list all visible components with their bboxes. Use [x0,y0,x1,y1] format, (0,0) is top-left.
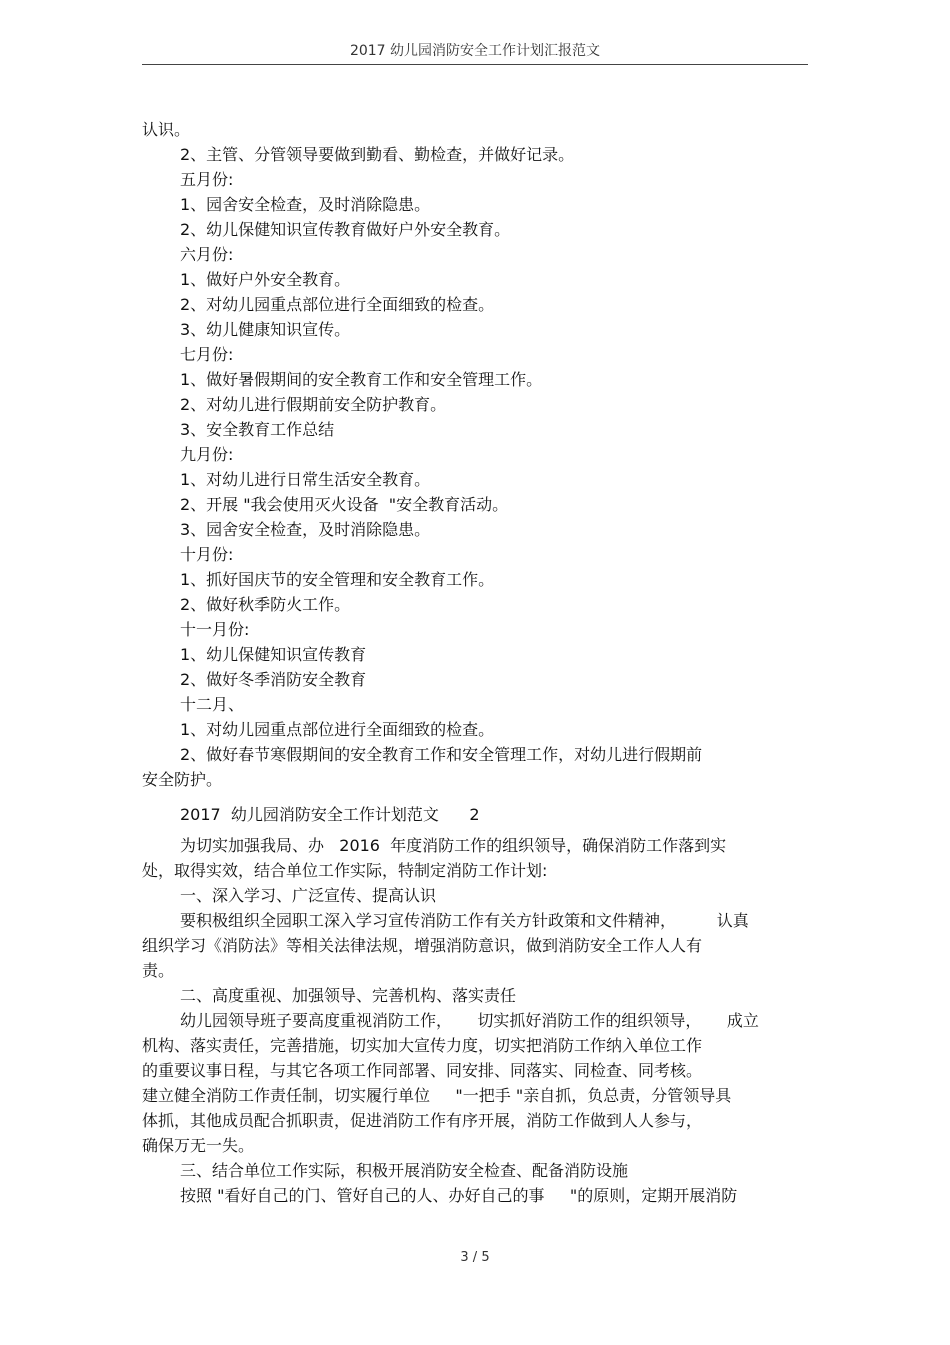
text-line: 1、对幼儿园重点部位进行全面细致的检查。 [180,720,495,739]
text-line: 2、做好冬季消防安全教育 [180,670,367,689]
text-line: 1、园舍安全检查，及时消除隐患。 [180,195,431,214]
section-title: 2017 幼儿园消防安全工作计划范文 2 [180,805,480,824]
text-line: 2、做好秋季防火工作。 [180,595,351,614]
text-line: 按照 "看好自己的门、管好自己的人、办好自己的事 "的原则，定期开展消防 [180,1186,738,1205]
text-line: 3、园舍安全检查，及时消除隐患。 [180,520,431,539]
text-line: 3、安全教育工作总结 [180,420,335,439]
section-heading: 一、深入学习、广泛宣传、提高认识 [180,886,437,905]
text-line: 3、幼儿健康知识宣传。 [180,320,351,339]
text-line: 建立健全消防工作责任制，切实履行单位 "一把手 "亲自抓，负总责，分管领导具 [142,1086,732,1105]
page-header-title: 2017 幼儿园消防安全工作计划汇报范文 [349,43,601,59]
text-line: 1、做好暑假期间的安全教育工作和安全管理工作。 [180,370,543,389]
text-line: 2、开展 "我会使用灭火设备 "安全教育活动。 [180,495,509,514]
text-line: 为切实加强我局、办 2016 年度消防工作的组织领导，确保消防工作落到实 [180,836,727,855]
text-line: 1、抓好国庆节的安全管理和安全教育工作。 [180,570,495,589]
month-heading: 十月份: [180,545,234,564]
text-line: 安全防护。 [142,770,223,789]
text-line: 责。 [142,961,175,980]
section-heading: 三、结合单位工作实际，积极开展消防安全检查、配备消防设施 [180,1161,629,1180]
text-line: 要积极组织全园职工深入学习宣传消防工作有关方针政策和文件精神， 认真 [180,911,749,930]
text-line: 处，取得实效，结合单位工作实际，特制定消防工作计划: [142,861,548,880]
text-line: 2、对幼儿园重点部位进行全面细致的检查。 [180,295,495,314]
page-number: 3 / 5 [460,1250,490,1265]
text-line: 组织学习《消防法》等相关法律法规，增强消防意识，做到消防安全工作人人有 [142,936,703,955]
section-heading: 二、高度重视、加强领导、完善机构、落实责任 [180,986,517,1005]
header-divider [142,64,808,65]
text-line: 认识。 [142,120,191,139]
month-heading: 九月份: [180,445,234,464]
document-body [142,117,812,1208]
month-heading: 十二月、 [180,695,245,714]
text-line: 确保万无一失。 [142,1136,255,1155]
month-heading: 六月份: [180,245,234,264]
text-line: 1、做好户外安全教育。 [180,270,351,289]
month-heading: 五月份: [180,170,234,189]
month-heading: 七月份: [180,345,234,364]
text-line: 幼儿园领导班子要高度重视消防工作， 切实抓好消防工作的组织领导， 成立 [180,1011,759,1030]
text-line: 1、幼儿保健知识宣传教育 [180,645,367,664]
text-line: 体抓，其他成员配合抓职责，促进消防工作有序开展，消防工作做到人人参与， [142,1111,703,1130]
text-line: 2、对幼儿进行假期前安全防护教育。 [180,395,447,414]
text-line: 2、幼儿保健知识宣传教育做好户外安全教育。 [180,220,511,239]
text-line: 2、做好春节寒假期间的安全教育工作和安全管理工作，对幼儿进行假期前 [180,745,703,764]
text-line: 机构、落实责任，完善措施，切实加大宣传力度，切实把消防工作纳入单位工作 [142,1036,703,1055]
month-heading: 十一月份: [180,620,250,639]
text-line: 1、对幼儿进行日常生活安全教育。 [180,470,431,489]
text-line: 2、主管、分管领导要做到勤看、勤检查，并做好记录。 [180,145,575,164]
text-line: 的重要议事日程，与其它各项工作同部署、同安排、同落实、同检查、同考核。 [142,1061,703,1080]
